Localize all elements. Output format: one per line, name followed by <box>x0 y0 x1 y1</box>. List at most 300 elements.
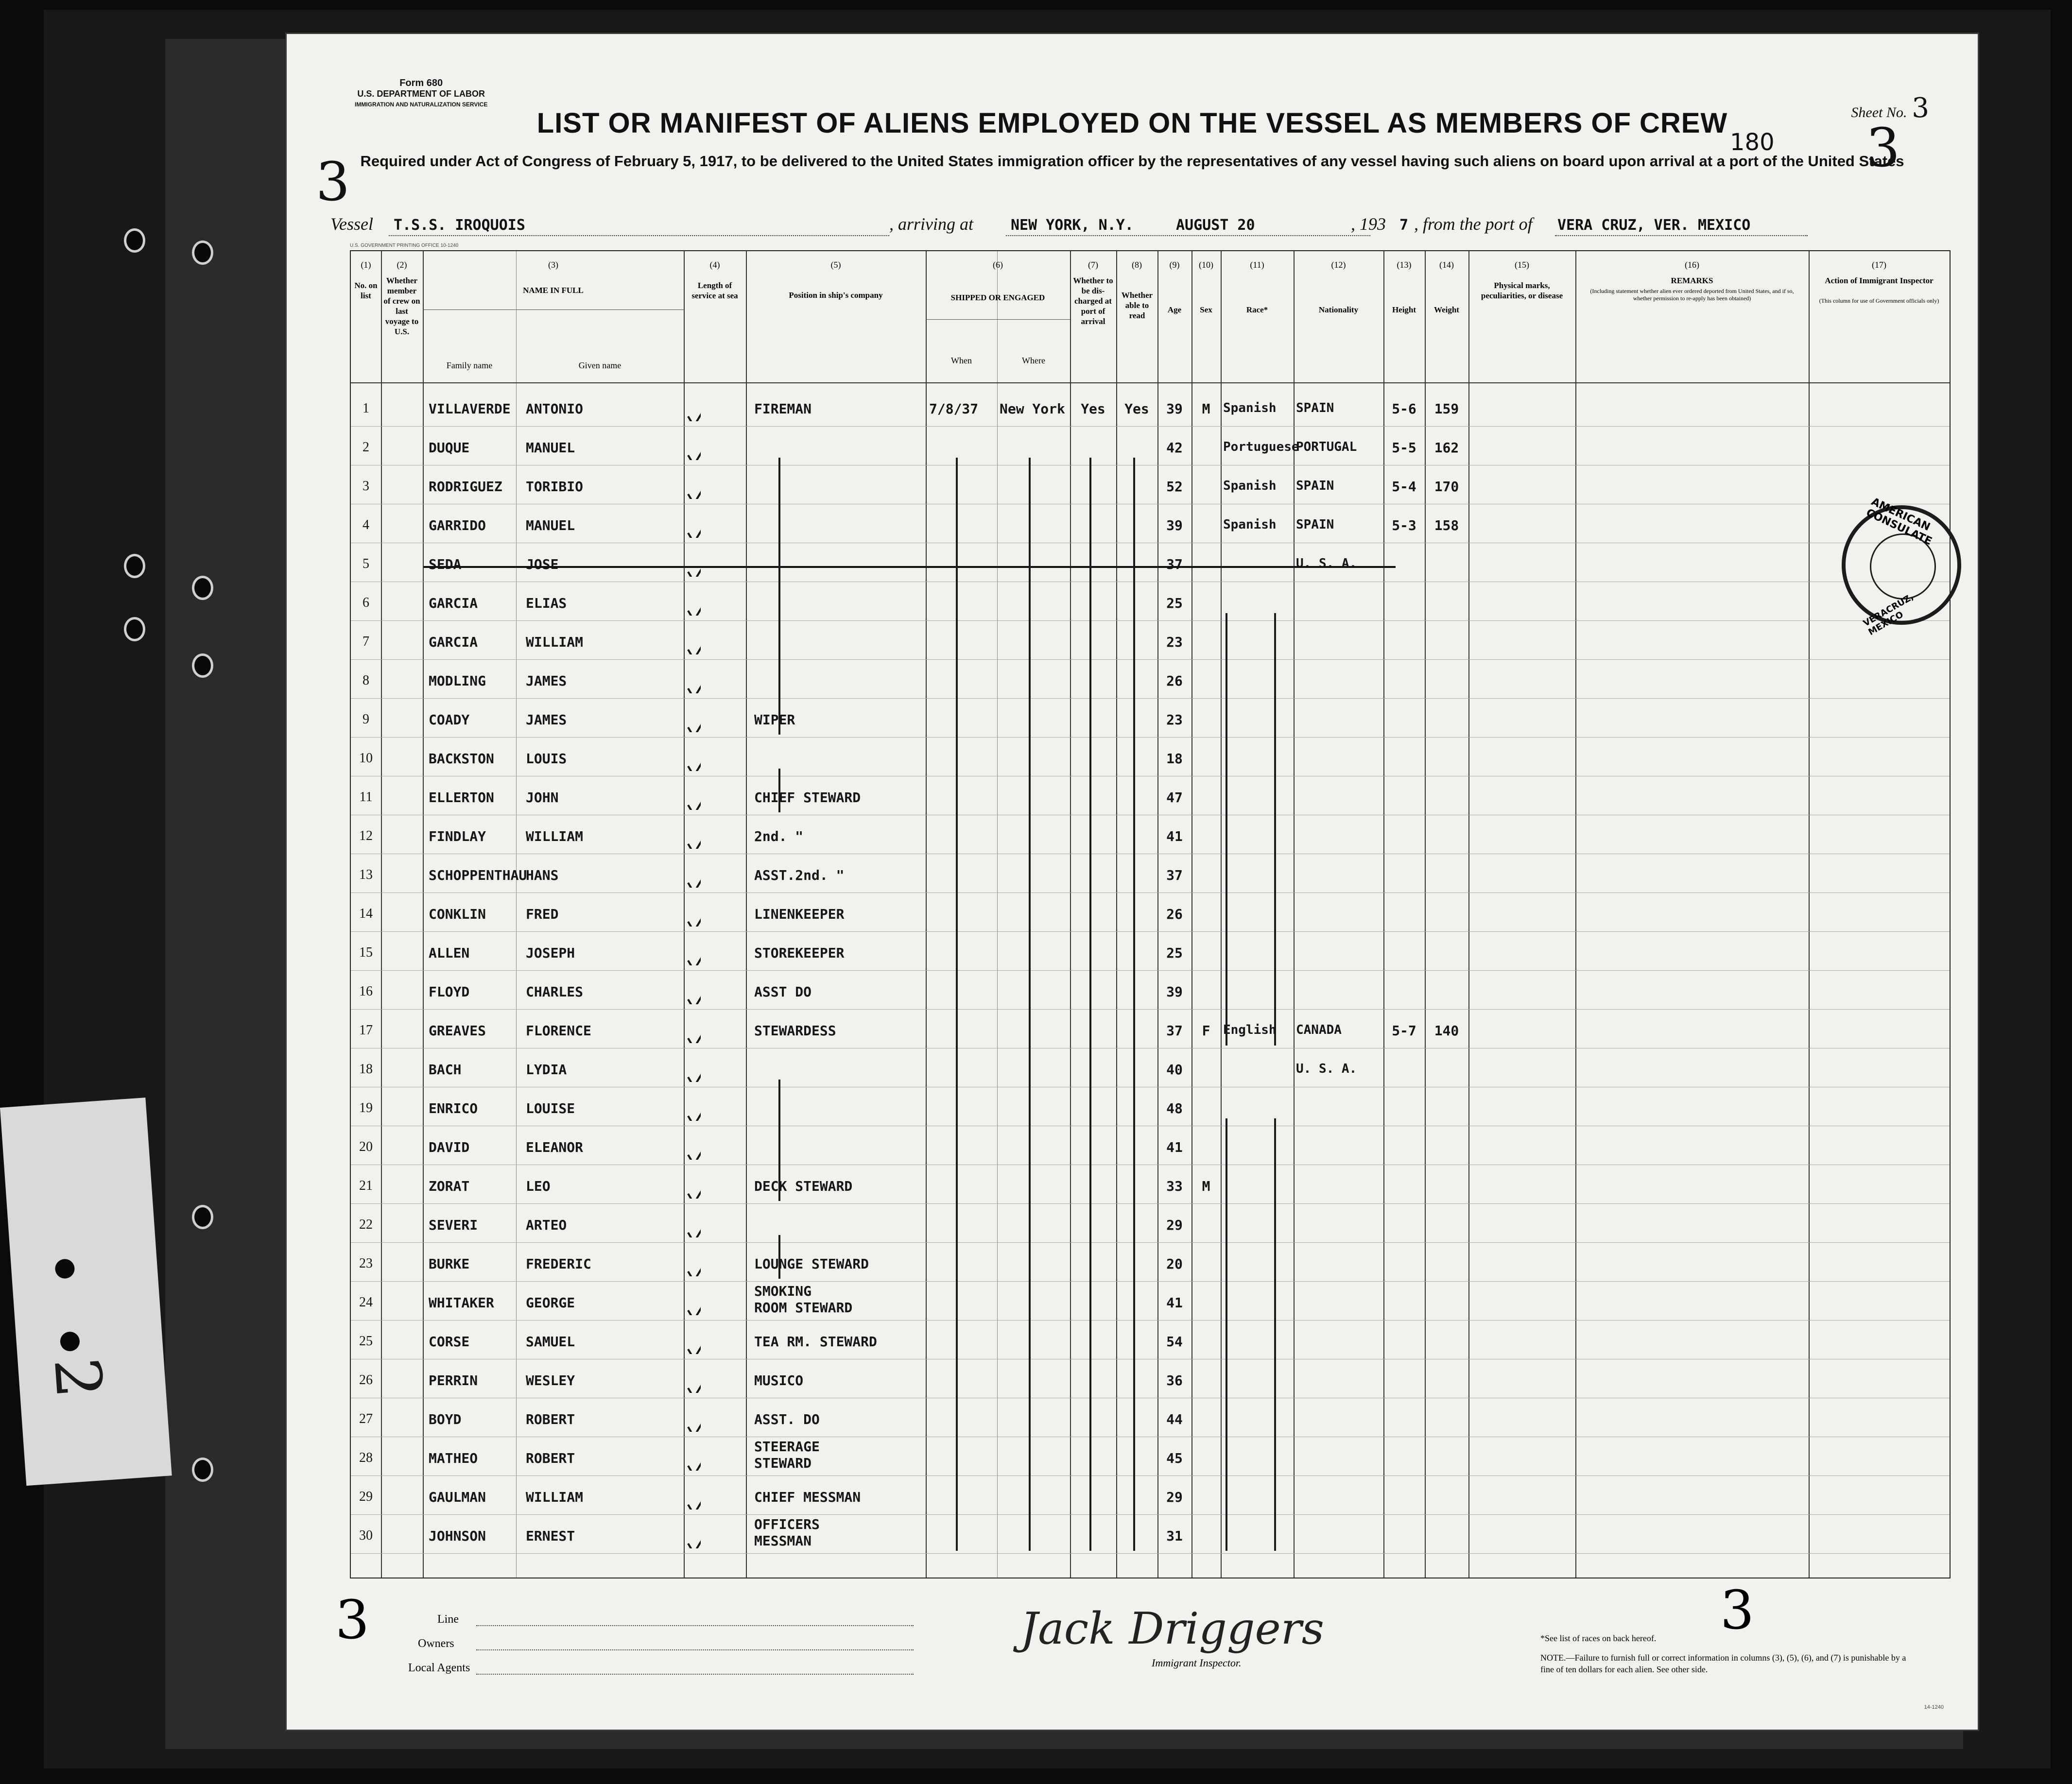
cell-age: 18 <box>1166 751 1183 767</box>
cell-age: 36 <box>1166 1372 1183 1389</box>
check-mark-icon <box>686 1126 701 1160</box>
cell-no: 9 <box>363 712 369 727</box>
cell-age: 39 <box>1166 517 1183 533</box>
check-mark-icon <box>686 1087 701 1121</box>
cell-no: 14 <box>359 906 373 921</box>
footer-owners-label: Owners <box>418 1637 454 1650</box>
cell-no: 28 <box>359 1450 373 1465</box>
cell-family: ENRICO <box>429 1100 478 1116</box>
ditto-line <box>1029 458 1031 1551</box>
col-num-14: (14) <box>1439 260 1454 270</box>
cell-family: MATHEO <box>429 1450 478 1466</box>
check-mark-icon <box>686 892 701 926</box>
check-mark-icon <box>686 1203 701 1237</box>
inspector-label: Immigrant Inspector. <box>1152 1657 1242 1669</box>
cell-no: 11 <box>359 789 373 805</box>
row-rule <box>351 737 1950 738</box>
cell-position: WIPER <box>754 712 795 728</box>
binder-hole <box>192 240 213 265</box>
cell-nationality: SPAIN <box>1296 401 1334 415</box>
ditto-line <box>1274 613 1276 1046</box>
cell-given: FREDERIC <box>526 1256 591 1272</box>
header-physical-marks: Physical marks, peculiarities, or disease <box>1481 281 1563 300</box>
cell-family: VILLAVERDE <box>429 401 511 417</box>
cell-nationality: SPAIN <box>1296 517 1334 532</box>
cell-given: MANUEL <box>526 440 575 456</box>
check-mark-icon <box>686 620 701 654</box>
col-num-11: (11) <box>1250 260 1264 270</box>
check-mark-icon <box>686 1242 701 1276</box>
form-number: Form 680 <box>399 78 443 88</box>
cell-family: FINDLAY <box>429 828 486 844</box>
check-mark-icon <box>686 970 701 1004</box>
vessel-line <box>330 214 1915 238</box>
cell-age: 47 <box>1166 789 1183 806</box>
check-mark-icon <box>686 1281 701 1315</box>
binder-hole <box>124 554 145 578</box>
binder-hole <box>54 1258 75 1279</box>
cell-discharged: Yes <box>1081 401 1105 417</box>
cell-position: DECK STEWARD <box>754 1178 853 1194</box>
cell-no: 19 <box>359 1100 373 1115</box>
footer <box>335 1579 1949 1715</box>
cell-position: TEA RM. STEWARD <box>754 1334 877 1350</box>
ditto-line <box>778 769 780 812</box>
col-num-17: (17) <box>1872 260 1886 270</box>
cell-no: 24 <box>359 1295 373 1310</box>
vessel-label: Vessel <box>330 214 373 234</box>
check-mark-icon <box>686 465 701 499</box>
cell-position: FIREMAN <box>754 401 812 417</box>
cell-race: Portuguese <box>1223 440 1299 454</box>
header-when: When <box>951 356 972 365</box>
cell-family: BOYD <box>429 1411 462 1427</box>
cell-age: 41 <box>1166 828 1183 844</box>
ditto-line <box>1226 1118 1227 1551</box>
cell-given: JAMES <box>526 712 567 728</box>
cell-position: SMOKING ROOM STEWARD <box>754 1283 853 1316</box>
check-mark-icon <box>686 1475 701 1510</box>
header-position: Position in ship's company <box>789 291 883 300</box>
check-mark-icon <box>686 776 701 810</box>
ditto-line <box>1089 458 1091 1551</box>
check-mark-icon <box>686 1009 701 1043</box>
ditto-line <box>1133 458 1135 1551</box>
cell-given: ANTONIO <box>526 401 584 417</box>
sheet-label: Sheet No. <box>1851 104 1907 120</box>
stamp-bottom-text: VERACRUZ, MEXICO <box>1861 592 1916 638</box>
cell-sex: F <box>1202 1023 1210 1039</box>
cell-family: JOHNSON <box>429 1528 486 1544</box>
check-mark-icon <box>686 582 701 616</box>
col-num-5: (5) <box>830 260 841 270</box>
cell-weight: 140 <box>1434 1023 1459 1039</box>
cell-age: 31 <box>1166 1528 1183 1544</box>
row-rule <box>351 659 1950 660</box>
strike-through-line <box>424 566 1396 568</box>
cell-given: WILLIAM <box>526 634 584 650</box>
cell-given: ERNEST <box>526 1528 575 1544</box>
races-note: *See list of races on back hereof. <box>1540 1633 1657 1643</box>
cell-when: 7/8/37 <box>929 401 979 417</box>
cell-family: DAVID <box>429 1139 470 1155</box>
check-mark-icon <box>686 1048 701 1082</box>
cell-position: STOREKEEPER <box>754 945 845 961</box>
header-age: Age <box>1167 305 1182 314</box>
footer-agents-label: Local Agents <box>408 1662 470 1674</box>
cell-age: 23 <box>1166 634 1183 650</box>
row-rule <box>351 1553 1950 1554</box>
cell-age: 39 <box>1166 984 1183 1000</box>
cell-position: ASST. DO <box>754 1411 820 1427</box>
cell-no: 21 <box>359 1178 373 1193</box>
row-rule <box>351 1475 1950 1476</box>
cell-age: 52 <box>1166 479 1183 495</box>
form-header <box>355 78 487 110</box>
col-num-13: (13) <box>1397 260 1412 270</box>
cell-family: RODRIGUEZ <box>429 479 502 495</box>
cell-given: ROBERT <box>526 1411 575 1427</box>
cell-position: CHIEF STEWARD <box>754 789 861 806</box>
cell-sex: M <box>1202 401 1210 417</box>
check-mark-icon <box>686 426 701 460</box>
col-num-15: (15) <box>1515 260 1529 270</box>
cell-nationality: PORTUGAL <box>1296 440 1357 454</box>
cell-no: 15 <box>359 945 373 960</box>
col-num-12: (12) <box>1331 260 1346 270</box>
service: IMMIGRATION AND NATURALIZATION SERVICE <box>355 101 488 108</box>
cell-given: LOUIS <box>526 751 567 767</box>
col-num-2: (2) <box>397 260 407 270</box>
cell-given: GEORGE <box>526 1295 575 1311</box>
cell-position: MUSICO <box>754 1372 804 1389</box>
header-no-on-list: No. on list <box>354 281 378 300</box>
header-last-voyage: Whether member of crew on last voyage to U.S. <box>383 276 420 336</box>
cell-no: 10 <box>359 751 373 766</box>
row-rule <box>351 1009 1950 1010</box>
cell-position: 2nd. " <box>754 828 804 844</box>
row-rule <box>351 892 1950 893</box>
row-rule <box>351 931 1950 932</box>
check-mark-icon <box>686 854 701 888</box>
header-remarks: REMARKS <box>1671 276 1713 285</box>
binder-hole <box>192 1205 213 1229</box>
cell-age: 37 <box>1166 867 1183 883</box>
cell-given: FRED <box>526 906 559 922</box>
cell-age: 44 <box>1166 1411 1183 1427</box>
ditto-line <box>956 458 958 1551</box>
cell-given: JOSEPH <box>526 945 575 961</box>
cell-no: 30 <box>359 1528 373 1543</box>
cell-nationality: SPAIN <box>1296 479 1334 493</box>
header-able-to-read: Whether able to read <box>1121 291 1153 320</box>
cell-family: COADY <box>429 712 470 728</box>
check-mark-icon <box>686 504 701 538</box>
header-inspector-note: (This column for use of Government officials only) <box>1819 297 1939 304</box>
check-mark-icon <box>686 543 701 577</box>
header-length-service: Length of service at sea <box>691 281 738 300</box>
print-code: 14-1240 <box>1924 1704 1944 1710</box>
col-num-3: (3) <box>548 260 558 270</box>
cell-no: 17 <box>359 1023 373 1038</box>
cell-race: English <box>1223 1023 1277 1037</box>
check-mark-icon <box>686 737 701 771</box>
cell-race: Spanish <box>1223 401 1277 415</box>
cell-age: 42 <box>1166 440 1183 456</box>
cell-family: SEVERI <box>429 1217 478 1233</box>
cell-position: LOUNGE STEWARD <box>754 1256 869 1272</box>
cell-age: 26 <box>1166 673 1183 689</box>
inspector-signature: Jack Driggers <box>1020 1603 1324 1654</box>
header-name: NAME IN FULL <box>523 286 584 295</box>
cell-family: ZORAT <box>429 1178 470 1194</box>
check-mark-icon <box>686 387 701 421</box>
row-rule <box>351 1203 1950 1204</box>
cell-no: 25 <box>359 1334 373 1349</box>
cell-where: New York <box>1000 401 1065 417</box>
cell-family: GREAVES <box>429 1023 486 1039</box>
check-mark-icon <box>686 1320 701 1354</box>
cell-no: 4 <box>363 517 369 532</box>
header-discharged: Whether to be dis-charged at port of arrival <box>1073 276 1113 326</box>
cell-race: Spanish <box>1223 517 1277 532</box>
col-num-16: (16) <box>1685 260 1699 270</box>
cell-no: 8 <box>363 673 369 688</box>
from-port: VERA CRUZ, VER. MEXICO <box>1557 217 1751 234</box>
ditto-line <box>778 458 780 735</box>
check-mark-icon <box>686 659 701 693</box>
binder-hole <box>124 228 145 253</box>
cell-weight: 170 <box>1434 479 1459 495</box>
header-given-name: Given name <box>578 360 622 370</box>
cell-age: 39 <box>1166 401 1183 417</box>
row-rule <box>351 1320 1950 1321</box>
cell-nationality: U. S. A. <box>1296 1062 1357 1076</box>
handwritten-mark: 2 <box>39 1355 117 1401</box>
cell-given: TORIBIO <box>526 479 584 495</box>
cell-given: MANUEL <box>526 517 575 533</box>
handwritten-three-right: 3 <box>1866 117 1900 179</box>
cell-family: GARRIDO <box>429 517 486 533</box>
cell-no: 26 <box>359 1372 373 1388</box>
row-rule <box>351 1242 1950 1243</box>
cell-no: 16 <box>359 984 373 999</box>
cell-family: ELLERTON <box>429 789 494 806</box>
cell-age: 37 <box>1166 556 1183 572</box>
binder-hole <box>60 1331 81 1352</box>
row-rule <box>351 426 1950 427</box>
year-digit: 7 <box>1399 217 1409 234</box>
header-family-name: Family name <box>446 360 493 370</box>
cell-family: SCHOPPENTHAU <box>429 867 527 883</box>
cell-sex: M <box>1202 1178 1210 1194</box>
cell-given: ROBERT <box>526 1450 575 1466</box>
cell-no: 2 <box>363 440 369 455</box>
cell-no: 29 <box>359 1489 373 1504</box>
cell-family: CORSE <box>429 1334 470 1350</box>
cell-family: ALLEN <box>429 945 470 961</box>
cell-given: JOSE <box>526 556 559 572</box>
cell-family: GAULMAN <box>429 1489 486 1505</box>
col-num-6: (6) <box>993 260 1003 270</box>
cell-weight: 159 <box>1434 401 1459 417</box>
row-rule <box>351 970 1950 971</box>
cell-no: 27 <box>359 1411 373 1426</box>
consulate-stamp <box>1842 496 1961 638</box>
cell-height: 5-6 <box>1392 401 1416 417</box>
loose-paper-scrap <box>0 1098 172 1486</box>
binder-hole <box>124 617 145 641</box>
ditto-line <box>1274 1118 1276 1551</box>
arriving-label: , arriving at <box>889 214 974 234</box>
header-weight: Weight <box>1434 305 1459 314</box>
cell-given: CHARLES <box>526 984 584 1000</box>
cell-age: 48 <box>1166 1100 1183 1116</box>
cell-no: 18 <box>359 1062 373 1077</box>
check-mark-icon <box>686 1359 701 1393</box>
page-title: LIST OR MANIFEST OF ALIENS EMPLOYED ON THE VESSEL AS MEMBERS OF CREW <box>536 107 1728 139</box>
cell-given: ARTEO <box>526 1217 567 1233</box>
check-mark-icon <box>686 1514 701 1548</box>
binder-hole <box>192 653 213 678</box>
sheet-value: 3 <box>1912 92 1929 124</box>
crew-table <box>350 250 1951 1578</box>
cell-family: GARCIA <box>429 634 478 650</box>
cell-given: ELIAS <box>526 595 567 611</box>
col-num-1: (1) <box>361 260 371 270</box>
cell-age: 37 <box>1166 1023 1183 1039</box>
cell-nationality: CANADA <box>1296 1023 1342 1037</box>
subtitle: Required under Act of Congress of February 5, 1917, to be delivered to the United States immigration officer by the representatives of any vessel having such aliens on board upon arrival at a port of the United States <box>360 153 1904 170</box>
cell-nationality: U. S. A. <box>1296 556 1357 571</box>
cell-family: GARCIA <box>429 595 478 611</box>
ditto-line <box>1226 613 1227 1046</box>
header-sex: Sex <box>1200 305 1212 314</box>
cell-height: 5-5 <box>1392 440 1416 456</box>
check-mark-icon <box>686 1437 701 1471</box>
cell-age: 41 <box>1166 1295 1183 1311</box>
cell-no: 7 <box>363 634 369 649</box>
cell-age: 25 <box>1166 945 1183 961</box>
year-prefix: , 193 <box>1351 214 1386 234</box>
cell-family: CONKLIN <box>429 906 486 922</box>
cell-no: 6 <box>363 595 369 610</box>
cell-no: 23 <box>359 1256 373 1271</box>
cell-family: BURKE <box>429 1256 470 1272</box>
header-height: Height <box>1392 305 1416 314</box>
row-rule <box>351 620 1950 621</box>
col-num-4: (4) <box>709 260 720 270</box>
cell-given: SAMUEL <box>526 1334 575 1350</box>
handwritten-three-footer: 3 <box>1720 1579 1754 1641</box>
cell-age: 25 <box>1166 595 1183 611</box>
cell-height: 5-3 <box>1392 517 1416 533</box>
cell-given: LOUISE <box>526 1100 575 1116</box>
cell-age: 29 <box>1166 1217 1183 1233</box>
cell-no: 1 <box>363 401 369 416</box>
col-num-7: (7) <box>1088 260 1098 270</box>
stamp-top-text: AMERICAN CONSULATE <box>1864 496 1934 548</box>
from-label: , from the port of <box>1414 214 1533 234</box>
col-num-10: (10) <box>1199 260 1213 270</box>
header-race: Race* <box>1246 305 1268 314</box>
cell-no: 20 <box>359 1139 373 1154</box>
cell-age: 40 <box>1166 1062 1183 1078</box>
cell-no: 3 <box>363 479 369 494</box>
cell-given: FLORENCE <box>526 1023 591 1039</box>
cell-height: 5-7 <box>1392 1023 1416 1039</box>
binder-hole <box>192 1458 213 1482</box>
footer-line-label: Line <box>437 1613 459 1626</box>
cell-position: CHIEF MESSMAN <box>754 1489 861 1505</box>
cell-given: JOHN <box>526 789 559 806</box>
col-num-8: (8) <box>1132 260 1142 270</box>
cell-position: ASST.2nd. " <box>754 867 845 883</box>
cell-no: 12 <box>359 828 373 843</box>
cell-no: 13 <box>359 867 373 882</box>
handwritten-three-left: 3 <box>316 151 350 213</box>
check-mark-icon <box>686 698 701 732</box>
cell-family: BACKSTON <box>429 751 494 767</box>
manifest-page <box>287 34 1978 1730</box>
cell-given: WILLIAM <box>526 828 584 844</box>
cell-age: 54 <box>1166 1334 1183 1350</box>
ditto-line <box>778 1080 780 1201</box>
cell-age: 26 <box>1166 906 1183 922</box>
cell-age: 33 <box>1166 1178 1183 1194</box>
check-mark-icon <box>686 931 701 965</box>
cell-position: STEERAGE STEWARD <box>754 1439 820 1471</box>
handwritten-three-footer-left: 3 <box>335 1589 369 1651</box>
cell-family: WHITAKER <box>429 1295 494 1311</box>
cell-age: 20 <box>1166 1256 1183 1272</box>
cell-age: 45 <box>1166 1450 1183 1466</box>
cell-weight: 162 <box>1434 440 1459 456</box>
cell-given: WILLIAM <box>526 1489 584 1505</box>
cell-no: 22 <box>359 1217 373 1232</box>
cell-no: 5 <box>363 556 369 571</box>
cell-family: SEDA <box>429 556 462 572</box>
arrival-date: AUGUST 20 <box>1176 217 1255 234</box>
ditto-line <box>778 1235 780 1279</box>
cell-age: 23 <box>1166 712 1183 728</box>
header-inspector-action: Action of Immigrant Inspector <box>1825 276 1934 285</box>
cell-age: 29 <box>1166 1489 1183 1505</box>
department: U.S. DEPARTMENT OF LABOR <box>357 89 485 99</box>
cell-given: LYDIA <box>526 1062 567 1078</box>
cell-family: DUQUE <box>429 440 470 456</box>
cell-read: Yes <box>1124 401 1149 417</box>
header-nationality: Nationality <box>1318 305 1359 314</box>
arriving-port: NEW YORK, N.Y. <box>1011 217 1134 234</box>
header-where: Where <box>1022 356 1045 365</box>
cell-position: STEWARDESS <box>754 1023 836 1039</box>
cell-age: 41 <box>1166 1139 1183 1155</box>
row-rule <box>351 698 1950 699</box>
vessel-name: T.S.S. IROQUOIS <box>394 217 525 234</box>
cell-family: PERRIN <box>429 1372 478 1389</box>
cell-given: JAMES <box>526 673 567 689</box>
check-mark-icon <box>686 1398 701 1432</box>
penalty-note: NOTE.—Failure to furnish full or correct information in columns (3), (5), (6), and (7) is punishable by a fine of ten dollars for each alien. See other side. <box>1540 1653 1906 1674</box>
cell-family: MODLING <box>429 673 486 689</box>
cell-family: BACH <box>429 1062 462 1078</box>
row-rule <box>351 1281 1950 1282</box>
cell-given: LEO <box>526 1178 551 1194</box>
col-num-9: (9) <box>1169 260 1180 270</box>
cell-position: OFFICERS MESSMAN <box>754 1516 820 1549</box>
cell-given: ELEANOR <box>526 1139 584 1155</box>
